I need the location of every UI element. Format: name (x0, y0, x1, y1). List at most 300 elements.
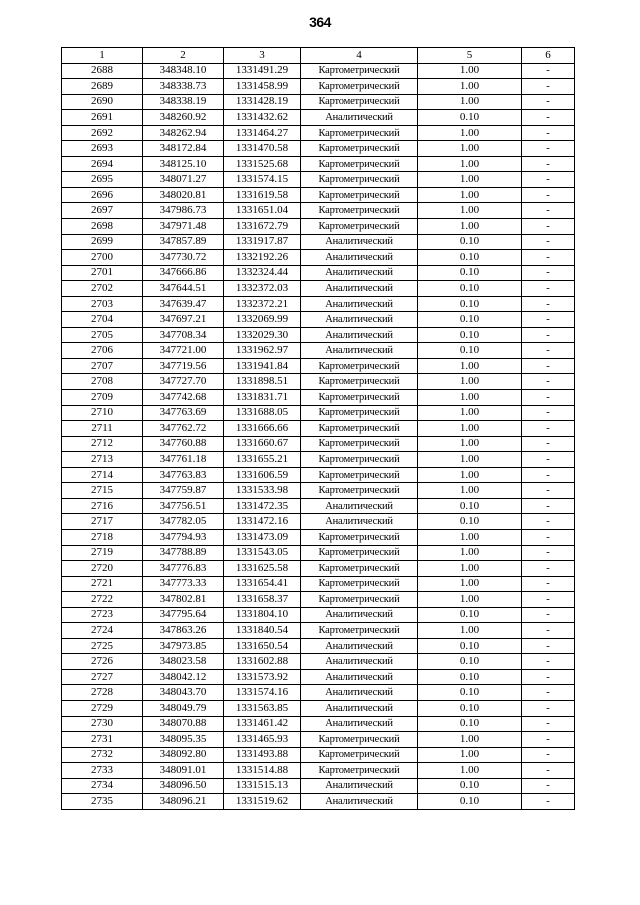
x-coordinate-cell: 348091.01 (143, 763, 224, 779)
table-row (62, 281, 575, 297)
method-cell: Аналитический (301, 250, 418, 266)
x-coordinate-cell: 348125.10 (143, 156, 224, 172)
header-cell-5: 5 (418, 48, 522, 64)
table-row (62, 358, 575, 374)
note-cell: - (522, 436, 575, 452)
note-cell: - (522, 172, 575, 188)
x-coordinate-cell: 348070.88 (143, 716, 224, 732)
accuracy-cell: 1.00 (418, 747, 522, 763)
table-row (62, 452, 575, 468)
table-row (62, 778, 575, 794)
x-coordinate-cell: 347727.70 (143, 374, 224, 390)
note-cell: - (522, 296, 575, 312)
y-coordinate-cell: 1331606.59 (224, 467, 301, 483)
method-cell: Картометрический (301, 421, 418, 437)
note-cell: - (522, 452, 575, 468)
x-coordinate-cell: 348172.84 (143, 141, 224, 157)
accuracy-cell: 1.00 (418, 358, 522, 374)
table-row (62, 436, 575, 452)
table-row (62, 747, 575, 763)
method-cell: Картометрический (301, 219, 418, 235)
y-coordinate-cell: 1331831.71 (224, 390, 301, 406)
x-coordinate-cell: 347763.69 (143, 405, 224, 421)
method-cell: Аналитический (301, 654, 418, 670)
table-row (62, 141, 575, 157)
point-number-cell: 2688 (62, 63, 143, 79)
point-number-cell: 2705 (62, 327, 143, 343)
point-number-cell: 2694 (62, 156, 143, 172)
accuracy-cell: 1.00 (418, 63, 522, 79)
method-cell: Картометрический (301, 763, 418, 779)
point-number-cell: 2696 (62, 187, 143, 203)
accuracy-cell: 1.00 (418, 79, 522, 95)
table-row (62, 638, 575, 654)
point-number-cell: 2721 (62, 576, 143, 592)
accuracy-cell: 0.10 (418, 110, 522, 126)
table-row (62, 219, 575, 235)
header-cell-3: 3 (224, 48, 301, 64)
y-coordinate-cell: 1331574.16 (224, 685, 301, 701)
table-row (62, 110, 575, 126)
y-coordinate-cell: 1331465.93 (224, 732, 301, 748)
method-cell: Картометрический (301, 545, 418, 561)
note-cell: - (522, 576, 575, 592)
table-row (62, 390, 575, 406)
x-coordinate-cell: 347773.33 (143, 576, 224, 592)
y-coordinate-cell: 1331625.58 (224, 561, 301, 577)
x-coordinate-cell: 347782.05 (143, 514, 224, 530)
note-cell: - (522, 343, 575, 359)
note-cell: - (522, 250, 575, 266)
y-coordinate-cell: 1331672.79 (224, 219, 301, 235)
accuracy-cell: 0.10 (418, 312, 522, 328)
note-cell: - (522, 732, 575, 748)
table-row (62, 498, 575, 514)
note-cell: - (522, 669, 575, 685)
point-number-cell: 2707 (62, 358, 143, 374)
accuracy-cell: 0.10 (418, 716, 522, 732)
point-number-cell: 2698 (62, 219, 143, 235)
method-cell: Картометрический (301, 747, 418, 763)
table-row (62, 312, 575, 328)
method-cell: Картометрический (301, 172, 418, 188)
note-cell: - (522, 685, 575, 701)
table-row (62, 343, 575, 359)
note-cell: - (522, 545, 575, 561)
y-coordinate-cell: 1331491.29 (224, 63, 301, 79)
y-coordinate-cell: 1332324.44 (224, 265, 301, 281)
note-cell: - (522, 763, 575, 779)
method-cell: Аналитический (301, 265, 418, 281)
point-number-cell: 2709 (62, 390, 143, 406)
point-number-cell: 2697 (62, 203, 143, 219)
x-coordinate-cell: 348020.81 (143, 187, 224, 203)
y-coordinate-cell: 1331688.05 (224, 405, 301, 421)
accuracy-cell: 1.00 (418, 125, 522, 141)
method-cell: Аналитический (301, 685, 418, 701)
point-number-cell: 2692 (62, 125, 143, 141)
accuracy-cell: 0.10 (418, 281, 522, 297)
y-coordinate-cell: 1332372.21 (224, 296, 301, 312)
point-number-cell: 2713 (62, 452, 143, 468)
method-cell: Картометрический (301, 436, 418, 452)
accuracy-cell: 1.00 (418, 545, 522, 561)
note-cell: - (522, 125, 575, 141)
accuracy-cell: 0.10 (418, 607, 522, 623)
note-cell: - (522, 327, 575, 343)
y-coordinate-cell: 1331602.88 (224, 654, 301, 670)
y-coordinate-cell: 1332029.30 (224, 327, 301, 343)
note-cell: - (522, 312, 575, 328)
x-coordinate-cell: 347762.72 (143, 421, 224, 437)
x-coordinate-cell: 347863.26 (143, 623, 224, 639)
note-cell: - (522, 654, 575, 670)
table-row (62, 763, 575, 779)
table-row (62, 374, 575, 390)
method-cell: Картометрический (301, 79, 418, 95)
note-cell: - (522, 79, 575, 95)
note-cell: - (522, 234, 575, 250)
table-row (62, 467, 575, 483)
table-row (62, 327, 575, 343)
table-row (62, 156, 575, 172)
accuracy-cell: 0.10 (418, 778, 522, 794)
y-coordinate-cell: 1331543.05 (224, 545, 301, 561)
x-coordinate-cell: 347644.51 (143, 281, 224, 297)
accuracy-cell: 1.00 (418, 529, 522, 545)
header-cell-2: 2 (143, 48, 224, 64)
note-cell: - (522, 514, 575, 530)
accuracy-cell: 0.10 (418, 327, 522, 343)
y-coordinate-cell: 1331619.58 (224, 187, 301, 203)
note-cell: - (522, 203, 575, 219)
accuracy-cell: 1.00 (418, 452, 522, 468)
table-row (62, 685, 575, 701)
method-cell: Аналитический (301, 716, 418, 732)
method-cell: Картометрический (301, 141, 418, 157)
accuracy-cell: 1.00 (418, 172, 522, 188)
header-cell-4: 4 (301, 48, 418, 64)
table-row (62, 296, 575, 312)
y-coordinate-cell: 1331573.92 (224, 669, 301, 685)
note-cell: - (522, 561, 575, 577)
x-coordinate-cell: 347794.93 (143, 529, 224, 545)
y-coordinate-cell: 1331515.13 (224, 778, 301, 794)
table-row (62, 94, 575, 110)
point-number-cell: 2715 (62, 483, 143, 499)
x-coordinate-cell: 348023.58 (143, 654, 224, 670)
method-cell: Картометрический (301, 390, 418, 406)
method-cell: Картометрический (301, 732, 418, 748)
y-coordinate-cell: 1331472.35 (224, 498, 301, 514)
note-cell: - (522, 716, 575, 732)
x-coordinate-cell: 348043.70 (143, 685, 224, 701)
accuracy-cell: 1.00 (418, 561, 522, 577)
method-cell: Аналитический (301, 110, 418, 126)
table-row (62, 203, 575, 219)
accuracy-cell: 1.00 (418, 374, 522, 390)
coordinates-table (61, 47, 575, 810)
y-coordinate-cell: 1331514.88 (224, 763, 301, 779)
table-row (62, 592, 575, 608)
method-cell: Аналитический (301, 281, 418, 297)
note-cell: - (522, 421, 575, 437)
accuracy-cell: 1.00 (418, 592, 522, 608)
y-coordinate-cell: 1331898.51 (224, 374, 301, 390)
point-number-cell: 2732 (62, 747, 143, 763)
x-coordinate-cell: 347666.86 (143, 265, 224, 281)
header-cell-6: 6 (522, 48, 575, 64)
table-row (62, 172, 575, 188)
x-coordinate-cell: 347986.73 (143, 203, 224, 219)
method-cell: Картометрический (301, 156, 418, 172)
y-coordinate-cell: 1331464.27 (224, 125, 301, 141)
method-cell: Аналитический (301, 327, 418, 343)
point-number-cell: 2690 (62, 94, 143, 110)
accuracy-cell: 1.00 (418, 390, 522, 406)
x-coordinate-cell: 347639.47 (143, 296, 224, 312)
x-coordinate-cell: 348338.73 (143, 79, 224, 95)
note-cell: - (522, 281, 575, 297)
x-coordinate-cell: 347776.83 (143, 561, 224, 577)
accuracy-cell: 1.00 (418, 576, 522, 592)
point-number-cell: 2726 (62, 654, 143, 670)
accuracy-cell: 1.00 (418, 483, 522, 499)
point-number-cell: 2733 (62, 763, 143, 779)
y-coordinate-cell: 1331472.16 (224, 514, 301, 530)
point-number-cell: 2695 (62, 172, 143, 188)
y-coordinate-cell: 1331651.04 (224, 203, 301, 219)
method-cell: Аналитический (301, 296, 418, 312)
point-number-cell: 2711 (62, 421, 143, 437)
x-coordinate-cell: 348348.10 (143, 63, 224, 79)
accuracy-cell: 0.10 (418, 700, 522, 716)
y-coordinate-cell: 1331533.98 (224, 483, 301, 499)
x-coordinate-cell: 348095.35 (143, 732, 224, 748)
accuracy-cell: 1.00 (418, 623, 522, 639)
accuracy-cell: 1.00 (418, 187, 522, 203)
note-cell: - (522, 483, 575, 499)
y-coordinate-cell: 1331473.09 (224, 529, 301, 545)
method-cell: Картометрический (301, 374, 418, 390)
point-number-cell: 2708 (62, 374, 143, 390)
accuracy-cell: 1.00 (418, 141, 522, 157)
y-coordinate-cell: 1331525.68 (224, 156, 301, 172)
y-coordinate-cell: 1331666.66 (224, 421, 301, 437)
method-cell: Аналитический (301, 343, 418, 359)
note-cell: - (522, 156, 575, 172)
table-header (62, 48, 575, 64)
note-cell: - (522, 467, 575, 483)
accuracy-cell: 1.00 (418, 467, 522, 483)
method-cell: Аналитический (301, 312, 418, 328)
method-cell: Картометрический (301, 623, 418, 639)
note-cell: - (522, 498, 575, 514)
point-number-cell: 2723 (62, 607, 143, 623)
table-row (62, 700, 575, 716)
note-cell: - (522, 700, 575, 716)
point-number-cell: 2724 (62, 623, 143, 639)
point-number-cell: 2704 (62, 312, 143, 328)
table-row (62, 405, 575, 421)
note-cell: - (522, 638, 575, 654)
x-coordinate-cell: 347788.89 (143, 545, 224, 561)
point-number-cell: 2691 (62, 110, 143, 126)
table-row (62, 669, 575, 685)
table-row (62, 716, 575, 732)
table-row (62, 794, 575, 810)
accuracy-cell: 0.10 (418, 498, 522, 514)
method-cell: Аналитический (301, 498, 418, 514)
table-body (62, 63, 575, 809)
method-cell: Картометрический (301, 483, 418, 499)
method-cell: Картометрический (301, 467, 418, 483)
x-coordinate-cell: 347759.87 (143, 483, 224, 499)
point-number-cell: 2719 (62, 545, 143, 561)
point-number-cell: 2734 (62, 778, 143, 794)
method-cell: Картометрический (301, 452, 418, 468)
note-cell: - (522, 794, 575, 810)
point-number-cell: 2693 (62, 141, 143, 157)
y-coordinate-cell: 1331654.41 (224, 576, 301, 592)
accuracy-cell: 0.10 (418, 685, 522, 701)
point-number-cell: 2722 (62, 592, 143, 608)
accuracy-cell: 0.10 (418, 794, 522, 810)
point-number-cell: 2689 (62, 79, 143, 95)
page-number: 364 (309, 14, 331, 30)
y-coordinate-cell: 1332372.03 (224, 281, 301, 297)
table-row (62, 607, 575, 623)
table-row (62, 654, 575, 670)
y-coordinate-cell: 1331660.67 (224, 436, 301, 452)
y-coordinate-cell: 1331458.99 (224, 79, 301, 95)
x-coordinate-cell: 347802.81 (143, 592, 224, 608)
x-coordinate-cell: 347708.34 (143, 327, 224, 343)
point-number-cell: 2717 (62, 514, 143, 530)
accuracy-cell: 0.10 (418, 343, 522, 359)
table-row (62, 529, 575, 545)
point-number-cell: 2730 (62, 716, 143, 732)
accuracy-cell: 0.10 (418, 514, 522, 530)
note-cell: - (522, 141, 575, 157)
point-number-cell: 2710 (62, 405, 143, 421)
method-cell: Картометрический (301, 405, 418, 421)
y-coordinate-cell: 1331804.10 (224, 607, 301, 623)
method-cell: Картометрический (301, 561, 418, 577)
x-coordinate-cell: 348096.21 (143, 794, 224, 810)
method-cell: Аналитический (301, 778, 418, 794)
point-number-cell: 2706 (62, 343, 143, 359)
method-cell: Аналитический (301, 638, 418, 654)
accuracy-cell: 0.10 (418, 250, 522, 266)
note-cell: - (522, 778, 575, 794)
x-coordinate-cell: 348262.94 (143, 125, 224, 141)
note-cell: - (522, 592, 575, 608)
x-coordinate-cell: 347760.88 (143, 436, 224, 452)
table-row (62, 483, 575, 499)
x-coordinate-cell: 348092.80 (143, 747, 224, 763)
method-cell: Картометрический (301, 94, 418, 110)
method-cell: Аналитический (301, 669, 418, 685)
method-cell: Аналитический (301, 514, 418, 530)
note-cell: - (522, 63, 575, 79)
method-cell: Картометрический (301, 125, 418, 141)
y-coordinate-cell: 1331470.58 (224, 141, 301, 157)
accuracy-cell: 1.00 (418, 421, 522, 437)
note-cell: - (522, 219, 575, 235)
point-number-cell: 2735 (62, 794, 143, 810)
x-coordinate-cell: 348338.19 (143, 94, 224, 110)
note-cell: - (522, 623, 575, 639)
y-coordinate-cell: 1331461.42 (224, 716, 301, 732)
y-coordinate-cell: 1331840.54 (224, 623, 301, 639)
table-row (62, 79, 575, 95)
note-cell: - (522, 110, 575, 126)
method-cell: Аналитический (301, 794, 418, 810)
method-cell: Картометрический (301, 592, 418, 608)
x-coordinate-cell: 348071.27 (143, 172, 224, 188)
y-coordinate-cell: 1331962.97 (224, 343, 301, 359)
point-number-cell: 2731 (62, 732, 143, 748)
x-coordinate-cell: 347971.48 (143, 219, 224, 235)
table-row (62, 514, 575, 530)
point-number-cell: 2729 (62, 700, 143, 716)
accuracy-cell: 0.10 (418, 669, 522, 685)
note-cell: - (522, 390, 575, 406)
x-coordinate-cell: 347730.72 (143, 250, 224, 266)
y-coordinate-cell: 1332192.26 (224, 250, 301, 266)
note-cell: - (522, 405, 575, 421)
point-number-cell: 2728 (62, 685, 143, 701)
x-coordinate-cell: 347857.89 (143, 234, 224, 250)
table-row (62, 250, 575, 266)
table-row (62, 623, 575, 639)
accuracy-cell: 1.00 (418, 405, 522, 421)
y-coordinate-cell: 1331493.88 (224, 747, 301, 763)
x-coordinate-cell: 347973.85 (143, 638, 224, 654)
note-cell: - (522, 187, 575, 203)
x-coordinate-cell: 348096.50 (143, 778, 224, 794)
note-cell: - (522, 358, 575, 374)
accuracy-cell: 0.10 (418, 638, 522, 654)
point-number-cell: 2712 (62, 436, 143, 452)
method-cell: Аналитический (301, 234, 418, 250)
table-row (62, 265, 575, 281)
note-cell: - (522, 529, 575, 545)
y-coordinate-cell: 1331563.85 (224, 700, 301, 716)
accuracy-cell: 1.00 (418, 156, 522, 172)
x-coordinate-cell: 347721.00 (143, 343, 224, 359)
y-coordinate-cell: 1332069.99 (224, 312, 301, 328)
point-number-cell: 2720 (62, 561, 143, 577)
table-row (62, 576, 575, 592)
table-row (62, 732, 575, 748)
accuracy-cell: 0.10 (418, 654, 522, 670)
point-number-cell: 2699 (62, 234, 143, 250)
y-coordinate-cell: 1331519.62 (224, 794, 301, 810)
y-coordinate-cell: 1331650.54 (224, 638, 301, 654)
point-number-cell: 2701 (62, 265, 143, 281)
note-cell: - (522, 607, 575, 623)
x-coordinate-cell: 347697.21 (143, 312, 224, 328)
note-cell: - (522, 265, 575, 281)
note-cell: - (522, 747, 575, 763)
x-coordinate-cell: 348260.92 (143, 110, 224, 126)
header-row (62, 48, 575, 64)
method-cell: Картометрический (301, 529, 418, 545)
header-cell-1: 1 (62, 48, 143, 64)
x-coordinate-cell: 347761.18 (143, 452, 224, 468)
